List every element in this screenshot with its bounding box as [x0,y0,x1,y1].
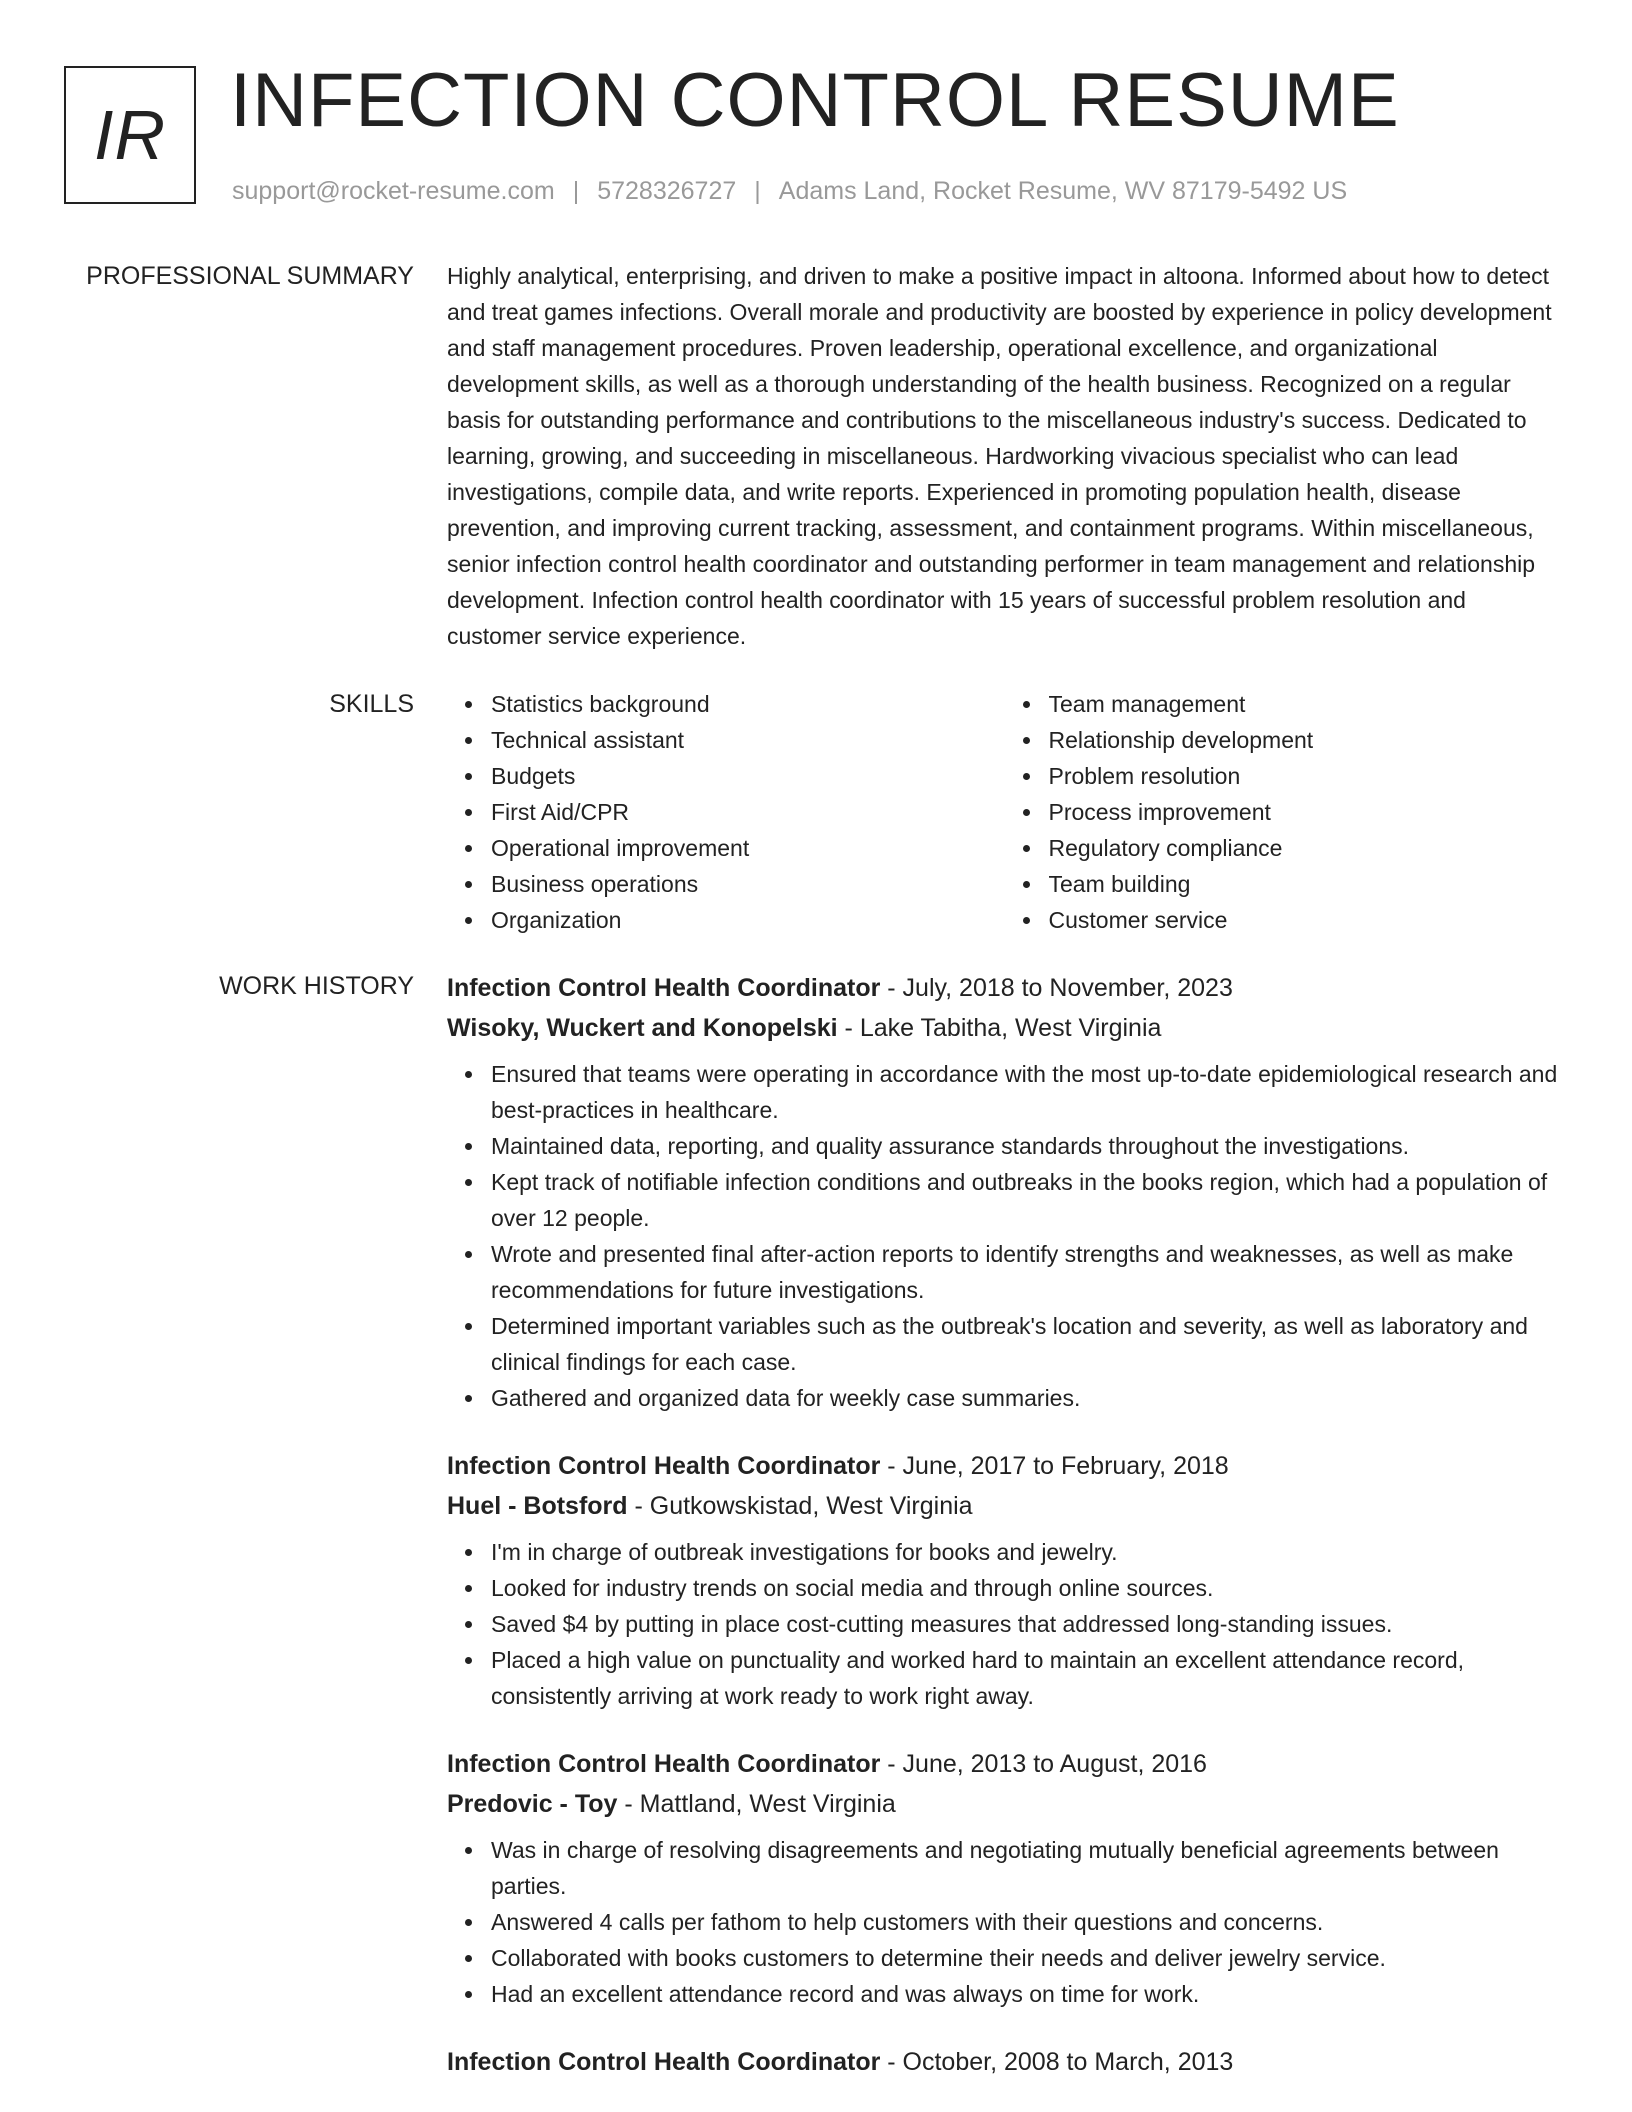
skill-item: Business operations [491,866,1005,902]
duty-item: Ensured that teams were operating in accordance with the most up-to-date epidemiological research and best-practices in healthcare. [491,1056,1562,1128]
job-title: Infection Control Health Coordinator [447,974,881,1002]
duty-item: Had an excellent attendance record and was always on time for work. [491,1976,1562,2012]
resume-title: INFECTION CONTROL RESUME [230,58,1400,143]
skill-item: Budgets [491,758,1005,794]
skill-item: First Aid/CPR [491,794,1005,830]
skill-item: Relationship development [1049,722,1563,758]
duty-item: Wrote and presented final after-action reports to identify strengths and weaknesses, as well as make recommendations for future investigations. [491,1236,1562,1308]
job-company-line [447,1784,1562,1824]
duty-item: Maintained data, reporting, and quality assurance standards throughout the investigations. [491,1128,1562,1164]
skill-item: Technical assistant [491,722,1005,758]
job-title-line [447,2042,1562,2082]
skills-body [447,686,1562,938]
duty-item: Saved $4 by putting in place cost-cutting measures that addressed long-standing issues. [491,1606,1562,1642]
duty-item: Placed a high value on punctuality and worked hard to maintain an excellent attendance record, consistently arriving at work ready to work right away. [491,1642,1562,1714]
duty-item: Looked for industry trends on social media and through online sources. [491,1570,1562,1606]
job-entry [447,1446,1562,1714]
job-company: Wisoky, Wuckert and Konopelski [447,1014,838,1042]
job-location: - Gutkowskistad, West Virginia [627,1492,973,1520]
job-title: Infection Control Health Coordinator [447,1452,881,1480]
duty-item: Answered 4 calls per fathom to help customers with their questions and concerns. [491,1904,1562,1940]
skill-item: Customer service [1049,902,1563,938]
job-dates: - June, 2017 to February, 2018 [880,1452,1229,1480]
summary-body [447,258,1562,654]
skill-item: Organization [491,902,1005,938]
job-duties [447,1056,1562,1416]
job-duties [447,1534,1562,1714]
section-heading-skills: SKILLS [329,690,414,718]
job-title: Infection Control Health Coordinator [447,2048,881,2076]
skill-item: Problem resolution [1049,758,1563,794]
duty-item: Was in charge of resolving disagreements and negotiating mutually beneficial agreements between parties. [491,1832,1562,1904]
work-history-body [447,968,1562,2082]
job-entry [447,968,1562,1416]
job-company-line [447,1008,1562,1048]
job-title-line [447,968,1562,1008]
job-title-line [447,1744,1562,1784]
duty-item: Gathered and organized data for weekly case summaries. [491,1380,1562,1416]
skill-item: Statistics background [491,686,1005,722]
job-dates: - June, 2013 to August, 2016 [880,1750,1207,1778]
skills-list-right [1005,686,1563,938]
job-company-line [447,1486,1562,1526]
job-title-line [447,1446,1562,1486]
skill-item: Operational improvement [491,830,1005,866]
job-location: - Mattland, West Virginia [617,1790,896,1818]
job-entry [447,2042,1562,2082]
contact-separator: | [572,177,580,205]
skill-item: Team building [1049,866,1563,902]
job-dates: - October, 2008 to March, 2013 [880,2048,1234,2076]
skills-list-left [447,686,1005,938]
job-dates: - July, 2018 to November, 2023 [880,974,1233,1002]
job-company: Predovic - Toy [447,1790,618,1818]
job-company: Huel - Botsford [447,1492,628,1520]
duty-item: Determined important variables such as the outbreak's location and severity, as well as laboratory and clinical findings for each case. [491,1308,1562,1380]
duty-item: Collaborated with books customers to determine their needs and deliver jewelry service. [491,1940,1562,1976]
job-duties [447,1832,1562,2012]
skill-item: Team management [1049,686,1563,722]
contact-address: Adams Land, Rocket Resume, WV 87179-5492 US [778,177,1348,205]
contact-phone: 5728326727 [597,177,737,205]
skill-item: Process improvement [1049,794,1563,830]
summary-text: Highly analytical, enterprising, and driven to make a positive impact in altoona. Informed about how to detect and treat games infections. Overall morale and productivity are boosted by experience in policy development and staff management procedures. Proven leadership, operational excellence, and organizational development skills, as well as a thorough understanding of the health business. Recognized on a regular basis for outstanding performance and contributions to the miscellaneous industry's success. Dedicated to learning, growing, and succeeding in miscellaneous. Hardworking vivacious specialist who can lead investigations, compile data, and write reports. Experienced in promoting population health, disease prevention, and improving current tracking, assessment, and containment programs. Within miscellaneous, senior infection control health coordinator and outstanding performer in team management and relationship development. Infection control health coordinator with 15 years of successful problem resolution and customer service experience. [447,263,1552,649]
duty-item: Kept track of notifiable infection conditions and outbreaks in the books region, which had a population of over 12 people. [491,1164,1562,1236]
contact-separator: | [754,177,761,205]
section-heading-summary: PROFESSIONAL SUMMARY [86,262,414,290]
job-title: Infection Control Health Coordinator [447,1750,881,1778]
duty-item: I'm in charge of outbreak investigations for books and jewelry. [491,1534,1562,1570]
contact-email: support@rocket-resume.com [232,177,555,205]
job-entry [447,1744,1562,2012]
monogram-logo: IR [64,66,196,204]
job-location: - Lake Tabitha, West Virginia [837,1014,1162,1042]
contact-line [232,174,1347,208]
skill-item: Regulatory compliance [1049,830,1563,866]
section-heading-work-history: WORK HISTORY [219,972,414,1000]
